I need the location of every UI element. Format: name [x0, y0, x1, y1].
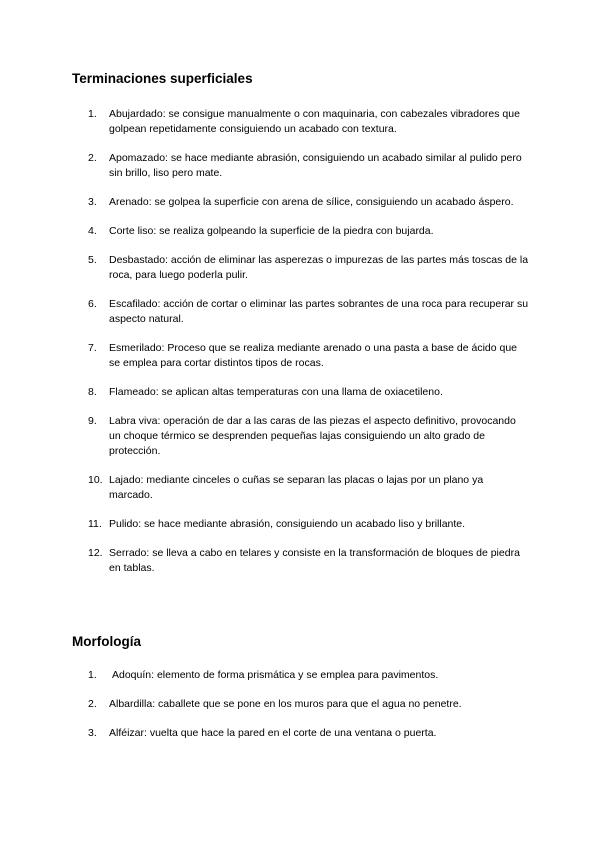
- list-item: [0, 473, 600, 503]
- item-number: 8.: [88, 386, 97, 398]
- item-number: 4.: [88, 225, 97, 237]
- item-number: 3.: [88, 196, 97, 208]
- item-text: Lajado: mediante cinceles o cuñas se separan las placas o lajas por un plano ya marcado.: [109, 474, 484, 501]
- item-number: 5.: [88, 254, 97, 266]
- list-item: [0, 697, 600, 712]
- item-number: 3.: [88, 727, 97, 739]
- list-item: [0, 107, 600, 137]
- list-terminaciones: [0, 107, 600, 590]
- list-item: [0, 297, 600, 327]
- item-text: Flameado: se aplican altas temperaturas con una llama de oxiacetileno.: [109, 386, 443, 398]
- list-item: [0, 253, 600, 283]
- item-text: Escafilado: acción de cortar o eliminar las partes sobrantes de una roca para recuperar su aspecto natural.: [109, 298, 529, 325]
- section-title-morfologia: Morfología: [72, 634, 141, 649]
- item-text: Adoquín: elemento de forma prismática y se emplea para pavimentos.: [112, 669, 439, 681]
- item-text: Alféizar: vuelta que hace la pared en el corte de una ventana o puerta.: [109, 727, 437, 739]
- item-text: Arenado: se golpea la superficie con arena de sílice, consiguiendo un acabado áspero.: [109, 196, 514, 208]
- item-text: Abujardado: se consigue manualmente o con maquinaria, con cabezales vibradores que golpean repetidamente consiguiendo un acabado con textura.: [109, 108, 520, 135]
- list-item: [0, 668, 600, 683]
- item-number: 7.: [88, 342, 97, 354]
- list-item: [0, 151, 600, 181]
- item-text: Esmerilado: Proceso que se realiza mediante arenado o una pasta a base de ácido que se emplea para cortar distintos tipos de rocas.: [109, 342, 518, 369]
- list-item: [0, 726, 600, 741]
- item-text: Labra viva: operación de dar a las caras de las piezas el aspecto definitivo, provocando un choque térmico se desprenden pequeñas lajas consiguiendo un alto grado de protección.: [109, 415, 516, 457]
- list-item: [0, 414, 600, 459]
- item-number: 10.: [88, 474, 103, 486]
- item-text: Pulido: se hace mediante abrasión, consiguiendo un acabado liso y brillante.: [109, 518, 466, 530]
- item-text: Serrado: se lleva a cabo en telares y consiste en la transformación de bloques de piedra en tablas.: [109, 547, 520, 574]
- item-number: 6.: [88, 298, 97, 310]
- item-text: Apomazado: se hace mediante abrasión, consiguiendo un acabado similar al pulido pero sin brillo, liso pero mate.: [109, 152, 522, 179]
- item-number: 2.: [88, 152, 97, 164]
- list-item: [0, 341, 600, 371]
- item-number: 11.: [88, 518, 102, 530]
- section-title-terminaciones: Terminaciones superficiales: [72, 71, 253, 86]
- list-item: [0, 224, 600, 239]
- list-item: [0, 385, 600, 400]
- item-number: 9.: [88, 415, 97, 427]
- item-text: Desbastado: acción de eliminar las asperezas o impurezas de las partes más toscas de la roca, para luego poderla pulir.: [109, 254, 529, 281]
- item-number: 1.: [88, 669, 97, 681]
- list-item: [0, 517, 600, 532]
- item-number: 2.: [88, 698, 97, 710]
- item-number: 12.: [88, 547, 103, 559]
- list-morfologia: [0, 668, 600, 755]
- list-item: [0, 546, 600, 576]
- item-text: Albardilla: caballete que se pone en los muros para que el agua no penetre.: [109, 698, 462, 710]
- item-text: Corte liso: se realiza golpeando la superficie de la piedra con bujarda.: [109, 225, 434, 237]
- item-number: 1.: [88, 108, 97, 120]
- list-item: [0, 195, 600, 210]
